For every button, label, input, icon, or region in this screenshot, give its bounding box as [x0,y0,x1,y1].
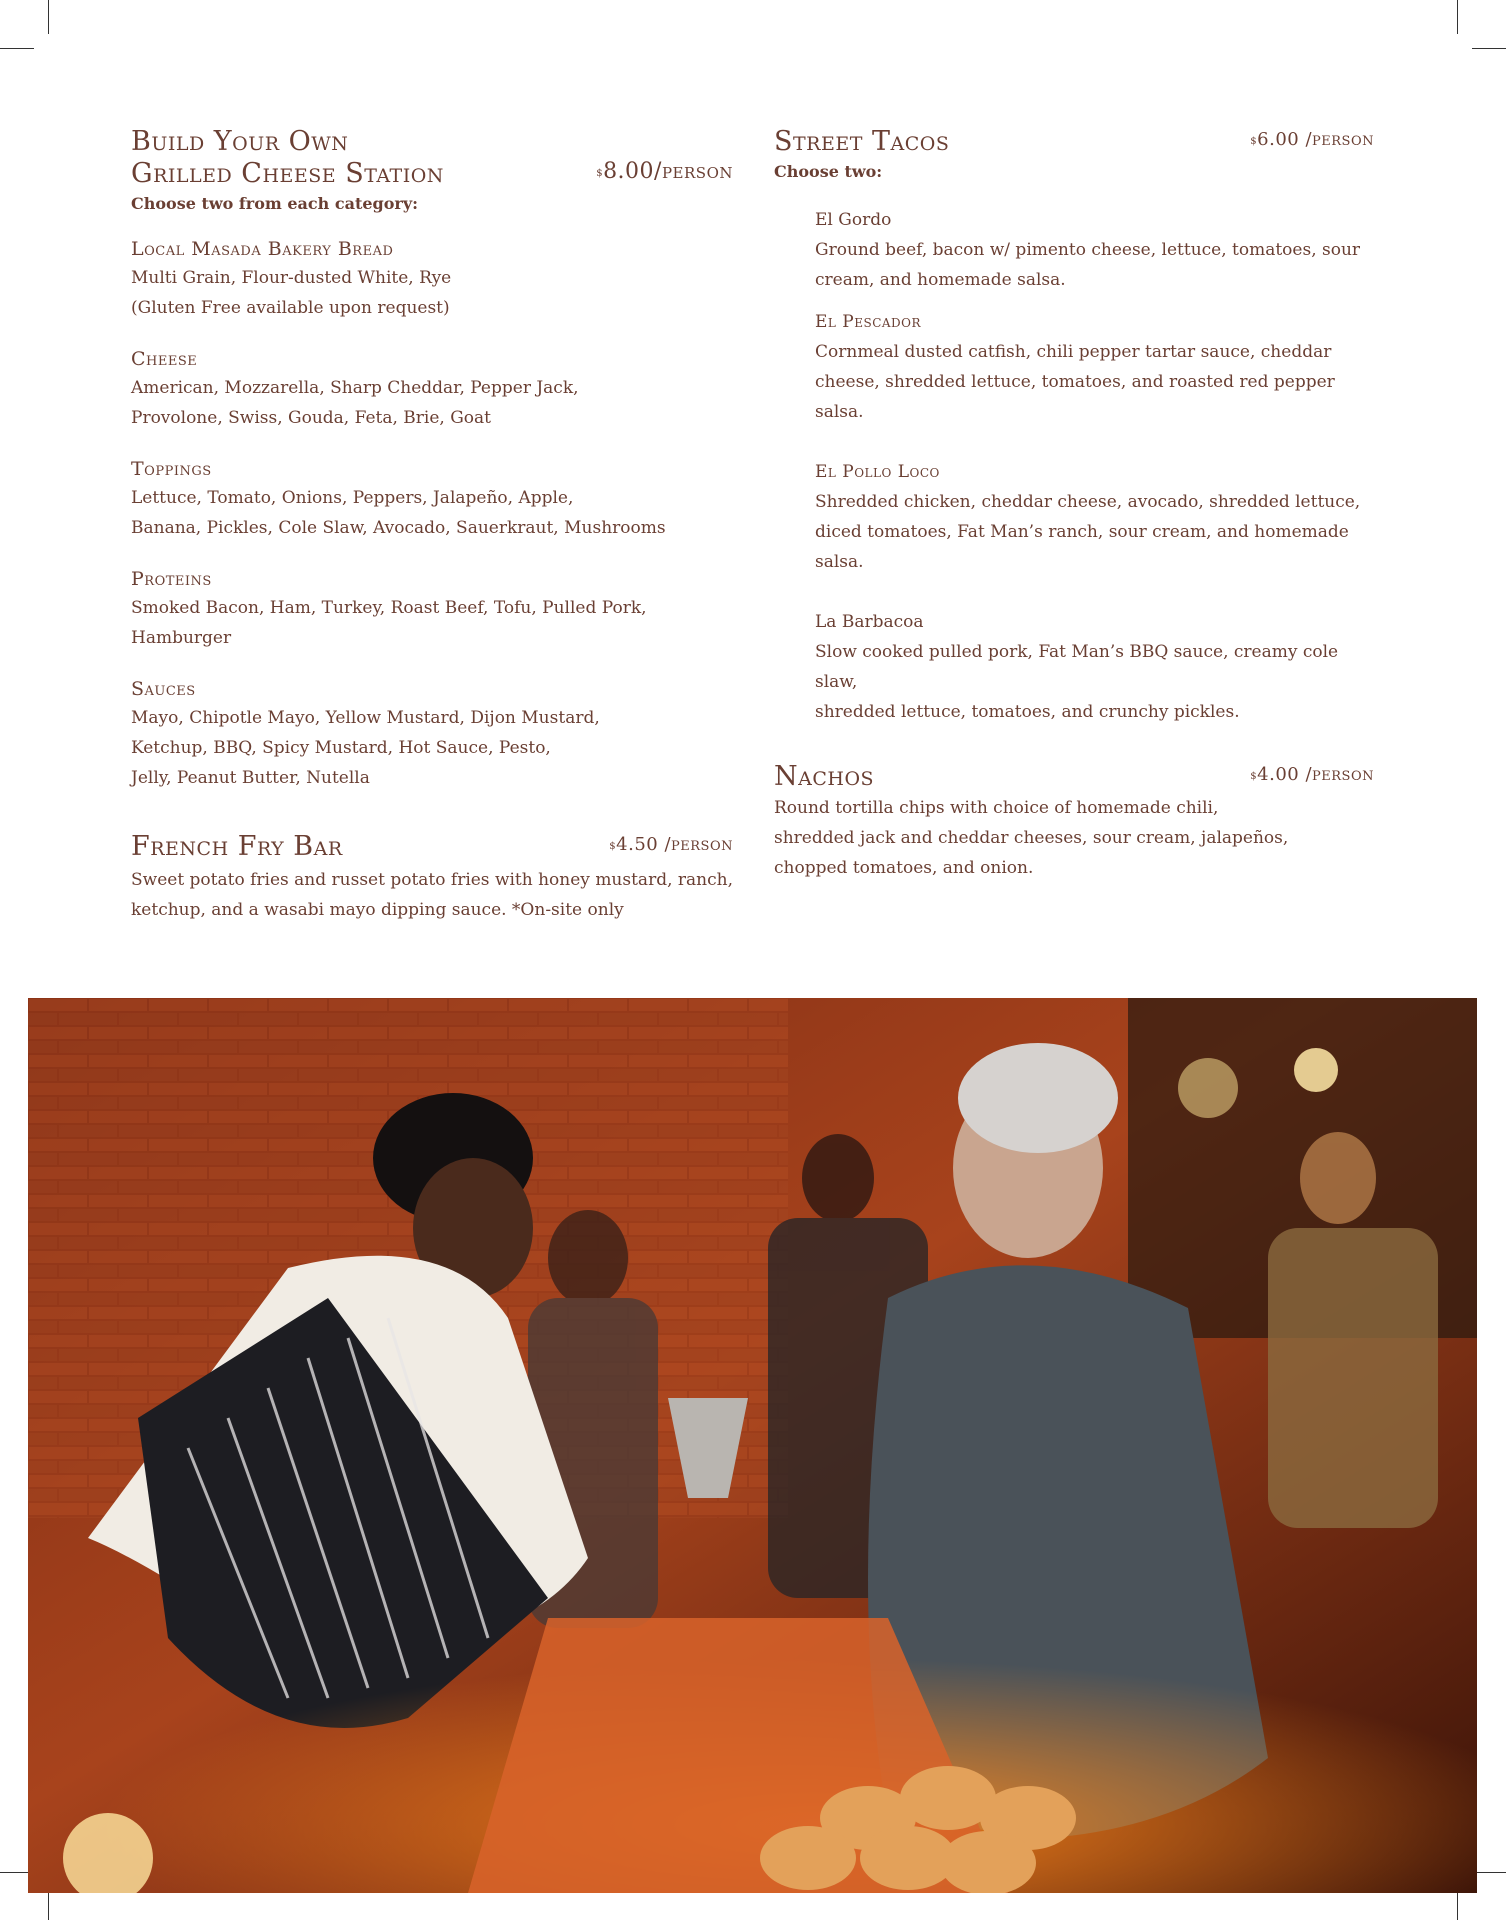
french-fry-line: ketchup, and a wasabi mayo dipping sauce. *On-site only [131,900,624,920]
event-photo-illustration [28,998,1477,1893]
taco-name: El Pollo Loco [815,462,940,482]
category-name: Toppings [131,458,212,480]
category-line: Multi Grain, Flour-dusted White, Rye [131,268,452,288]
category-sauces [131,675,733,793]
lamp [1294,1048,1338,1092]
nachos-title [774,761,1374,793]
event-photo [28,998,1477,1893]
taco-description-line: cream, and homemade salsa. [815,270,1066,290]
category-name: Cheese [131,348,198,370]
category-line: American, Mozzarella, Sharp Cheddar, Pepper Jack, [131,378,579,398]
category-name: Proteins [131,568,212,590]
grilled-cheese-section [131,126,733,793]
category-bread [131,235,733,323]
street-tacos-choose: Choose two: [774,162,883,181]
taco-description-line: shredded lettuce, tomatoes, and crunchy pickles. [815,702,1240,722]
crop-mark-top-right-h [1472,48,1506,49]
french-fry-price: $4.50 /person [609,834,733,855]
crop-mark-top-left-v [48,0,49,34]
left-column [131,126,733,925]
category-line: Lettuce, Tomato, Onions, Peppers, Jalapeño, Apple, [131,488,574,508]
category-line: Smoked Bacon, Ham, Turkey, Roast Beef, Tofu, Pulled Pork, [131,598,647,618]
category-line: Jelly, Peanut Butter, Nutella [131,768,370,788]
taco-name: El Pescador [815,312,922,332]
nachos-price: $4.00 /person [1250,764,1374,785]
taco-item [815,205,1374,295]
french-fry-section [131,831,733,925]
category-line: Hamburger [131,628,232,648]
street-tacos-title-text: Street Tacos [774,126,950,157]
category-line: Banana, Pickles, Cole Slaw, Avocado, Sauerkraut, Mushrooms [131,518,666,538]
taco-description-line: Cornmeal dusted catfish, chili pepper tartar sauce, cheddar [815,342,1332,362]
taco-description-line: diced tomatoes, Fat Man’s ranch, sour cream, and homemade salsa. [815,522,1349,572]
crop-mark-bottom-right-h [1472,1872,1506,1873]
category-cheese [131,345,733,433]
category-line: Mayo, Chipotle Mayo, Yellow Mustard, Dijon Mustard, [131,708,600,728]
taco-item [815,607,1374,727]
street-tacos-title [774,126,1374,158]
category-line: (Gluten Free available upon request) [131,298,450,318]
category-proteins [131,565,733,653]
taco-description-line: Ground beef, bacon w/ pimento cheese, lettuce, tomatoes, sour [815,240,1361,260]
nachos-line: chopped tomatoes, and onion. [774,858,1034,878]
lamp [1178,1058,1238,1118]
crop-mark-top-right-v [1457,0,1458,34]
grilled-cheese-choose: Choose two from each category: [131,194,419,213]
nachos-section [774,761,1374,883]
taco-name: El Gordo [815,210,892,230]
crop-mark-top-left-h [0,48,34,49]
category-line: Provolone, Swiss, Gouda, Feta, Brie, Goat [131,408,492,428]
grilled-cheese-price: $8.00/person [596,159,733,184]
taco-name: La Barbacoa [815,612,924,632]
french-fry-line: Sweet potato fries and russet potato fries with honey mustard, ranch, [131,870,733,890]
nachos-title-text: Nachos [774,761,875,792]
category-name: Local Masada Bakery Bread [131,238,394,260]
taco-item [815,307,1374,427]
taco-item [815,457,1374,577]
nachos-line: Round tortilla chips with choice of homemade chili, [774,798,1219,818]
street-tacos-section [774,126,1374,727]
right-column [774,126,1374,883]
grilled-cheese-title-line2: Grilled Cheese Station [131,158,444,189]
french-fry-title-text: French Fry Bar [131,831,343,862]
category-line: Ketchup, BBQ, Spicy Mustard, Hot Sauce, Pesto, [131,738,551,758]
category-toppings [131,455,733,543]
nachos-line: shredded jack and cheddar cheeses, sour cream, jalapeños, [774,828,1289,848]
taco-description-line: cheese, shredded lettuce, tomatoes, and roasted red pepper salsa. [815,372,1335,422]
french-fry-title [131,831,733,863]
grilled-cheese-title-line1: Build Your Own [131,126,349,157]
taco-description-line: Slow cooked pulled pork, Fat Man’s BBQ sauce, creamy cole slaw, [815,642,1339,692]
category-name: Sauces [131,678,196,700]
street-tacos-price: $6.00 /person [1250,129,1374,150]
grilled-cheese-title [131,126,733,190]
taco-description-line: Shredded chicken, cheddar cheese, avocado, shredded lettuce, [815,492,1361,512]
